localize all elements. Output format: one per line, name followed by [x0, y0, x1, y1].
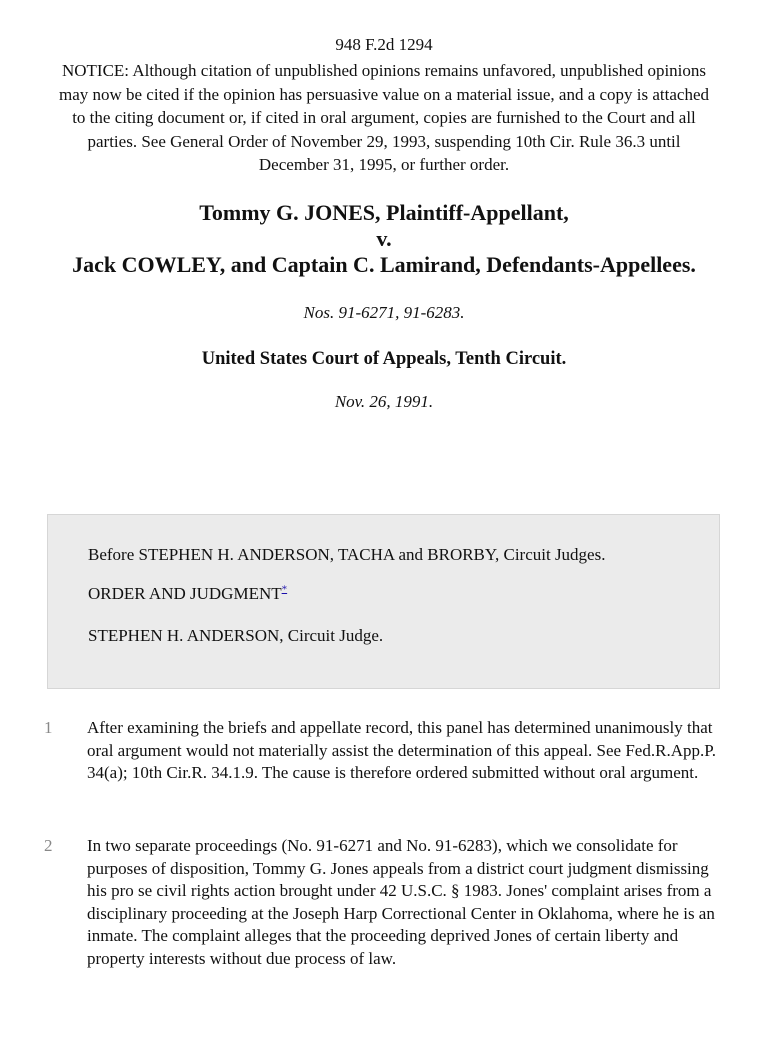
case-citation: 948 F.2d 1294: [335, 35, 433, 54]
paragraph-text: In two separate proceedings (No. 91-6271 and No. 91-6283), which we consolidate for purposes of disposition, Tommy G. Jones appeals from a district court judgment dismissing his pro se civil rights action brought under 42 U.S.C. § 1983. Jones' complaint arises from a disciplinary proceeding at the Joseph Harp Correctional Center in Oklahoma, where he is an inmate. The complaint alleges that the proceeding deprived Jones of certain liberty and property interests without due process of law.: [87, 836, 715, 968]
opinion-paragraph: [0, 835, 768, 970]
plaintiff-name: Tommy G. JONES, Plaintiff-Appellant,: [199, 199, 569, 225]
versus-label: v.: [376, 225, 392, 251]
unpublished-notice: NOTICE: Although citation of unpublished opinions remains unfavored, unpublished opinions may now be cited if the opinion has persuasive value on a material issue, and a copy is attached to the citing document or, if cited in oral argument, copies are furnished to the Court and all parties. See General Order of November 29, 1993, suspending 10th Cir. Rule 36.3 until December 31, 1995, or further order.: [58, 61, 710, 174]
opinion-paragraph: [0, 717, 768, 785]
paragraph-number: 2: [44, 836, 53, 855]
docket-numbers: Nos. 91-6271, 91-6283.: [303, 302, 465, 322]
paragraph-number: 1: [44, 718, 53, 737]
decision-date: Nov. 26, 1991.: [334, 391, 434, 411]
paragraph-text: After examining the briefs and appellate record, this panel has determined unanimously that oral argument would not materially assist the determination of this appeal. See Fed.R.App.P. 34(a); 10th Cir.R. 34.1.9. The cause is therefore ordered submitted without oral argument.: [87, 718, 717, 782]
defendants-name: Jack COWLEY, and Captain C. Lamirand, Defendants-Appellees.: [72, 251, 696, 277]
panel-judges: Before STEPHEN H. ANDERSON, TACHA and BRORBY, Circuit Judges.: [88, 545, 606, 564]
order-and-judgment-heading: [88, 582, 679, 605]
panel-info-box: [47, 514, 720, 689]
authoring-judge: STEPHEN H. ANDERSON, Circuit Judge.: [88, 626, 384, 645]
case-caption: [60, 200, 708, 278]
footnote-link[interactable]: *: [281, 583, 288, 596]
order-title: ORDER AND JUDGMENT: [88, 584, 282, 603]
court-name: United States Court of Appeals, Tenth Circuit.: [201, 348, 567, 369]
